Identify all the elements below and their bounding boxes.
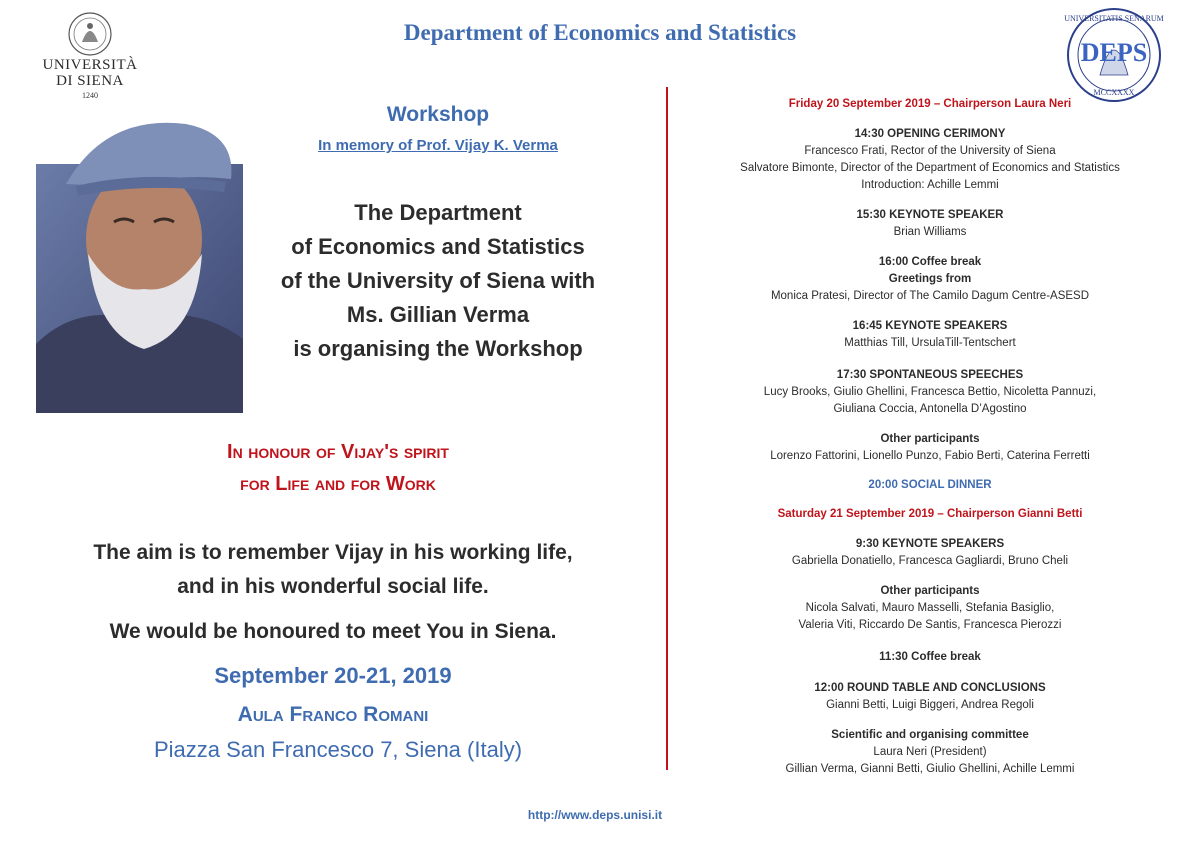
keynote3-names: Gabriella Donatiello, Francesca Gagliardi, Bruno Cheli [791,555,1069,567]
organisers-line: The Department [354,200,522,225]
aim-line: The aim is to remember Vijay in his working life, [93,541,573,564]
roundtable-names: Gianni Betti, Luigi Biggeri, Andrea Regoli [826,699,1034,711]
honour-tagline [140,436,536,500]
event-date: September 20-21, 2019 [214,663,452,688]
others1-title: Other participants [880,433,980,445]
aim-line: and in his wonderful social life. [177,575,489,598]
greetings-title: Greetings from [888,273,972,285]
greetings-line: Monica Pratesi, Director of The Camilo Dagum Centre-ASESD [770,290,1090,302]
day1-heading: Friday 20 September 2019 – Chairperson Laura Neri [788,98,1072,110]
university-seal-icon [40,10,140,58]
opening-line: Salvatore Bimonte, Director of the Department of Economics and Statistics [740,162,1120,174]
website-link[interactable]: http://www.deps.unisi.it [527,808,663,822]
organisers-line: Ms. Gillian Verma [346,302,530,327]
page-title: Department of Economics and Statistics [403,20,797,45]
university-name-line1: UNIVERSITÀ [42,57,138,73]
social-dinner: 20:00 SOCIAL DINNER [868,479,992,491]
keynote1-name: Brian Williams [893,226,967,238]
university-year: 1240 [82,91,98,100]
coffee2-title: 11:30 Coffee break [879,651,981,663]
deps-seal-text: DEPS [1080,38,1148,67]
organisers-line: of the University of Siena with [280,268,596,293]
others2-line: Valeria Viti, Riccardo De Santis, Francesca Pierozzi [798,619,1062,631]
university-logo [40,10,140,100]
keynote2-title: 16:45 KEYNOTE SPEAKERS [852,320,1008,332]
others1-line: Lorenzo Fattorini, Lionello Punzo, Fabio Berti, Caterina Ferretti [770,450,1090,462]
organisers-line: is organising the Workshop [293,336,583,361]
organisers-line: of Economics and Statistics [291,234,585,259]
deps-seal-roman: MCCXXXX [1093,88,1135,97]
aim-text [40,536,626,604]
spontaneous-line: Lucy Brooks, Giulio Ghellini, Francesca Bettio, Nicoletta Pannuzi, [763,386,1097,398]
honour-line: In honour of Vijay's spirit [227,441,449,463]
keynote2-names: Matthias Till, UrsulaTill-Tentschert [844,337,1016,349]
invitation-text: We would be honoured to meet You in Siena. [109,620,557,643]
keynote1-title: 15:30 KEYNOTE SPEAKER [856,209,1004,221]
keynote3-title: 9:30 KEYNOTE SPEAKERS [855,538,1005,550]
opening-line: Francesco Frati, Rector of the University of Siena [804,145,1056,157]
spontaneous-line: Giuliana Coccia, Antonella D’Agostino [833,403,1027,415]
workshop-title: Workshop [386,103,490,126]
others2-title: Other participants [880,585,980,597]
deps-seal-logo [1064,5,1164,105]
deps-seal-ring-text: UNIVERSITATIS SENARUM [1064,14,1164,23]
day2-heading: Saturday 21 September 2019 – Chairperson Gianni Betti [777,508,1083,520]
opening-line: Introduction: Achille Lemmi [861,179,999,191]
portrait-image [36,104,243,413]
event-address: Piazza San Francesco 7, Siena (Italy) [153,737,523,762]
roundtable-title: 12:00 ROUND TABLE AND CONCLUSIONS [814,682,1046,694]
event-venue: Aula Franco Romani [237,703,429,726]
committee-title: Scientific and organising committee [831,729,1029,741]
spontaneous-title: 17:30 SPONTANEOUS SPEECHES [836,369,1024,381]
opening-title: 14:30 OPENING CERIMONY [854,128,1006,140]
memory-subtitle: In memory of Prof. Vijay K. Verma [318,137,558,154]
others2-line: Nicola Salvati, Mauro Masselli, Stefania Basiglio, [805,602,1055,614]
committee-line: Gillian Verma, Gianni Betti, Giulio Ghellini, Achille Lemmi [785,763,1075,775]
vertical-divider [666,87,668,770]
coffee1-title: 16:00 Coffee break [878,256,982,268]
university-name-line2: DI SIENA [56,73,124,89]
honour-line: for Life and for Work [240,473,436,495]
committee-line: Laura Neri (President) [873,746,987,758]
program-schedule [700,96,1160,778]
organisers-text [250,196,626,366]
